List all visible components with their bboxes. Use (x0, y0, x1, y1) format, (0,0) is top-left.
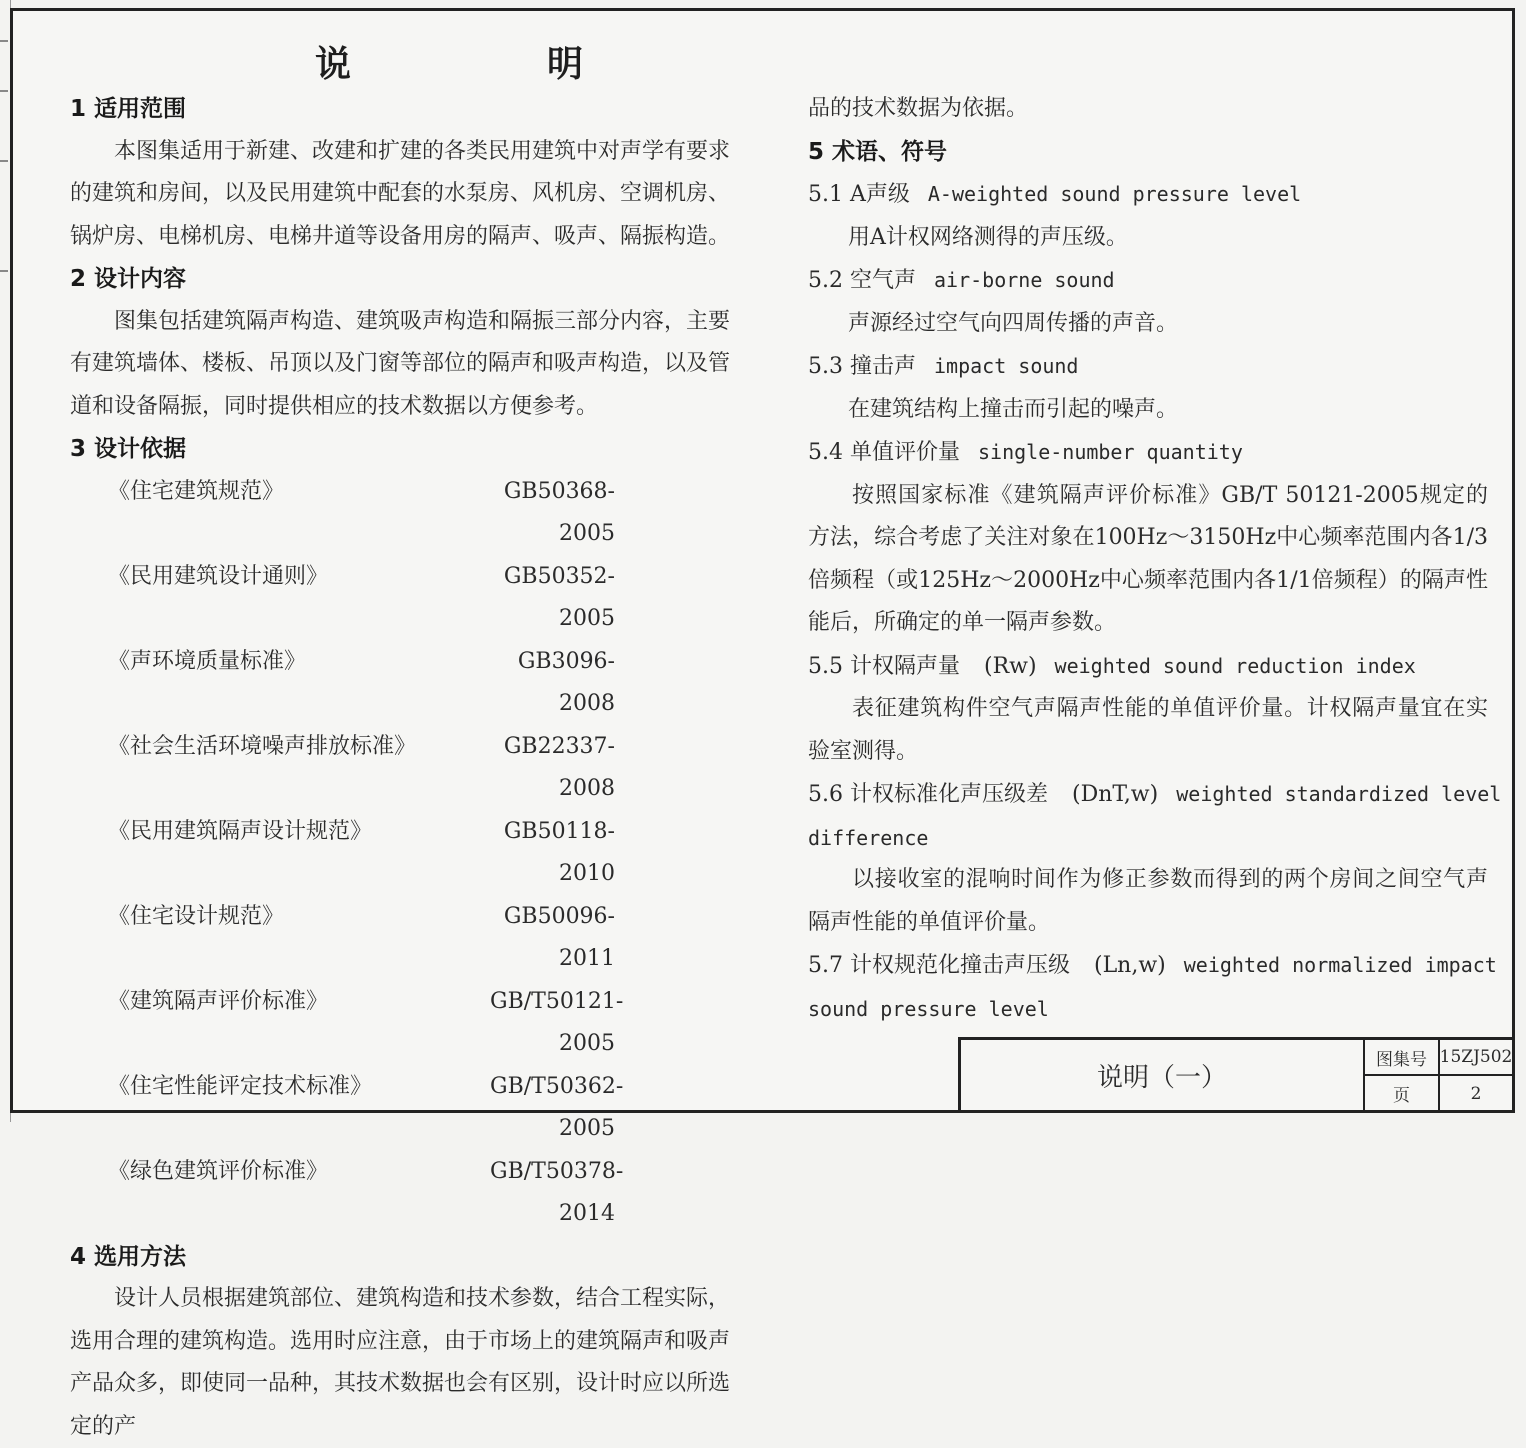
section-heading-basis: 3 设计依据 (70, 436, 187, 462)
term-english: impact sound (933, 354, 1079, 378)
term-english: single-number quantity (977, 440, 1243, 464)
term-symbol: (DnT,w) (1071, 782, 1159, 807)
binding-mark (0, 40, 8, 42)
term-label: 5.7 计权规范化撞击声压级 (808, 953, 1070, 978)
term-5-5 (808, 645, 1488, 689)
reference-name: 《住宅性能评定技术标准》 (108, 1073, 373, 1099)
section-heading-terms: 5 术语、符号 (808, 138, 948, 165)
term-5-4 (808, 431, 1488, 475)
continued-text: 品的技术数据为依据。 (808, 96, 1029, 121)
reference-row (70, 981, 730, 1066)
section-text-selection: 设计人员根据建筑部位、建筑构造和技术参数，结合工程实际，选用合理的建筑构造。选用时应注意，由于市场上的建筑隔声和吸声产品众多，即使同一品种，其技术数据也会有区别，设计时应以所选定的产 (70, 1286, 731, 1439)
binding-mark (0, 270, 8, 272)
term-label: 5.4 单值评价量 (808, 440, 960, 465)
term-english: weighted sound reduction index (1054, 653, 1416, 678)
term-5-2 (808, 259, 1488, 303)
reference-code: GB22337-2008 (503, 733, 615, 801)
term-definition: 表征建筑构件空气声隔声性能的单值评价量。计权隔声量宜在实验室测得。 (808, 696, 1488, 764)
reference-name: 《住宅设计规范》 (108, 903, 285, 929)
reference-row (70, 896, 730, 981)
page-label: 页 (1365, 1076, 1440, 1111)
term-english-continued: difference (808, 825, 929, 850)
term-english: weighted standardized level (1176, 782, 1502, 806)
term-definition: 按照国家标准《建筑隔声评价标准》GB/T 50121-2005规定的方法，综合考虑了关注对象在100Hz～3150Hz中心频率范围内各1/3倍频程（或125Hz～2000Hz中心频率范围内各1/1倍频程）的隔声性能后，所确定的单一隔声参数。 (808, 482, 1488, 635)
term-5-7 (808, 944, 1497, 988)
title-block (958, 1037, 1512, 1111)
term-5-1 (808, 173, 1488, 217)
binding-mark (0, 90, 8, 92)
term-definition: 声源经过空气向四周传播的声音。 (848, 310, 1179, 336)
term-definition: 在建筑结构上撞击而引起的噪声。 (848, 396, 1179, 422)
reference-code: GB50096-2011 (503, 903, 615, 971)
reference-row (70, 1066, 730, 1151)
reference-code: GB50118-2010 (503, 818, 615, 886)
reference-row (70, 726, 730, 811)
reference-row (70, 1151, 730, 1236)
term-symbol: (Ln,w) (1093, 953, 1166, 978)
atlas-number-label: 图集号 (1365, 1040, 1440, 1076)
term-5-3 (808, 345, 1488, 389)
term-label: 5.6 计权标准化声压级差 (808, 782, 1048, 807)
reference-code: GB50368-2005 (503, 478, 615, 546)
reference-name: 《绿色建筑评价标准》 (108, 1158, 329, 1184)
term-english-continued: sound pressure level (808, 996, 1049, 1021)
term-english: weighted normalized impact (1183, 953, 1497, 977)
section-text-scope: 本图集适用于新建、改建和扩建的各类民用建筑中对声学有要求的建筑和房间，以及民用建筑中配套的水泵房、风机房、空调机房、锅炉房、电梯机房、电梯井道等设备用房的隔声、吸声、隔振构造。 (70, 138, 731, 249)
reference-list (70, 471, 730, 1236)
term-english: air-borne sound (933, 268, 1115, 292)
term-english: A-weighted sound pressure level (927, 182, 1302, 206)
page-number: 2 (1470, 1083, 1482, 1104)
reference-name: 《声环境质量标准》 (108, 648, 307, 674)
term-5-6 (808, 773, 1502, 817)
reference-row (70, 556, 730, 641)
section-heading-content: 2 设计内容 (70, 266, 187, 292)
section-heading-selection: 4 选用方法 (70, 1243, 187, 1270)
reference-name: 《民用建筑隔声设计规范》 (108, 818, 373, 844)
reference-name: 《建筑隔声评价标准》 (108, 988, 329, 1014)
reference-row (70, 641, 730, 726)
reference-code: GB3096-2008 (517, 648, 615, 716)
term-label: 5.5 计权隔声量 (808, 653, 960, 679)
reference-name: 《住宅建筑规范》 (108, 478, 285, 504)
term-label: 5.3 撞击声 (808, 354, 916, 379)
left-column (70, 88, 730, 1448)
section-heading-scope: 1 适用范围 (70, 96, 187, 122)
binding-mark (0, 160, 8, 162)
term-label: 5.1 A声级 (808, 182, 910, 207)
section-text-content: 图集包括建筑隔声构造、建筑吸声构造和隔振三部分内容，主要有建筑墙体、楼板、吊顶以及门窗等部位的隔声和吸声构造，以及管道和设备隔振，同时提供相应的技术数据以方便参考。 (70, 308, 731, 419)
reference-code: GB/T50378-2014 (490, 1158, 624, 1226)
drawing-name: 说明（一） (961, 1040, 1365, 1111)
atlas-number-value: 15ZJ502 (1440, 1040, 1512, 1076)
reference-code: GB/T50121-2005 (490, 988, 624, 1056)
page-title: 说 明 (315, 44, 664, 85)
term-definition: 以接收室的混响时间作为修正参数而得到的两个房间之间空气声隔声性能的单值评价量。 (808, 867, 1488, 935)
term-label: 5.2 空气声 (808, 268, 916, 293)
right-column (808, 88, 1502, 1030)
term-symbol: (Rw) (983, 653, 1037, 679)
reference-name: 《社会生活环境噪声排放标准》 (108, 733, 417, 759)
reference-name: 《民用建筑设计通则》 (108, 563, 329, 589)
reference-code: GB/T50362-2005 (490, 1073, 624, 1141)
reference-row (70, 811, 730, 896)
term-definition: 用A计权网络测得的声压级。 (848, 224, 1128, 250)
reference-row (70, 471, 730, 556)
reference-code: GB50352-2005 (503, 563, 615, 631)
